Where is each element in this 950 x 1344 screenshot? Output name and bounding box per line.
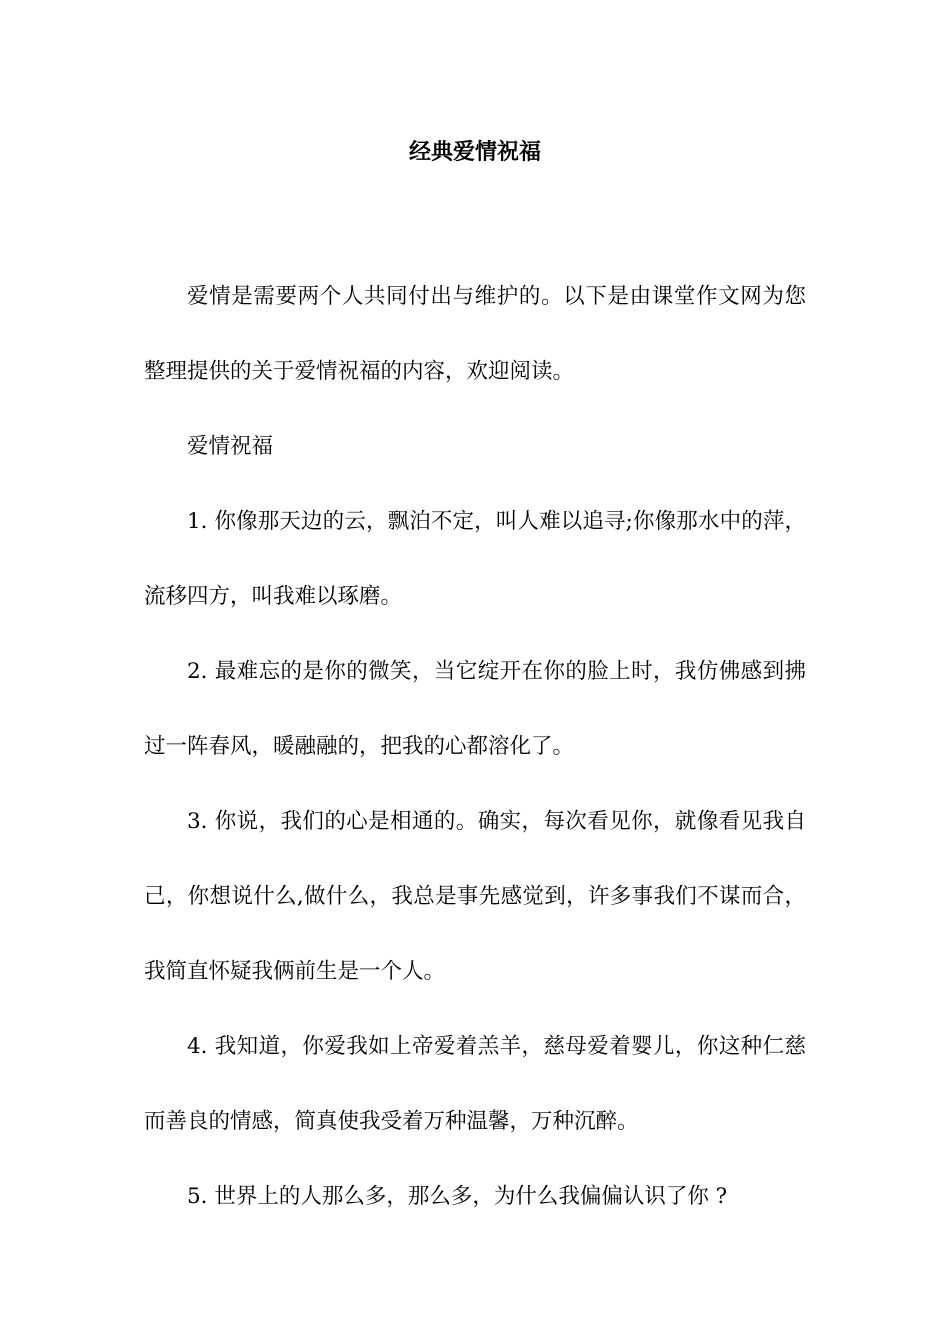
blessing-item-5: 5. 世界上的人那么多，那么多，为什么我偏偏认识了你 ? [187,1184,728,1209]
document-title: 经典爱情祝福 [408,140,541,165]
section-heading: 爱情祝福 [187,434,274,459]
blessing-item-4: 4. 我知道，你爱我如上帝爱着羔羊，慈母爱着婴儿，你这种仁慈而善良的情感，简真使我受着万种温馨，万种沉醉。 [144,1034,806,1134]
blessing-item-3: 3. 你说，我们的心是相通的。确实，每次看见你，就像看见我自己，你想说什么,做什么，我总是事先感觉到，许多事我们不谋而合，我简直怀疑我俩前生是一个人。 [144,809,806,984]
blessing-item-2: 2. 最难忘的是你的微笑，当它绽开在你的脸上时，我仿佛感到拂过一阵春风，暖融融的，把我的心都溶化了。 [144,659,806,759]
intro-paragraph: 爱情是需要两个人共同付出与维护的。以下是由课堂作文网为您整理提供的关于爱情祝福的内容，欢迎阅读。 [144,284,806,384]
document-body [144,259,806,1234]
blessing-item-1: 1. 你像那天边的云，飘泊不定，叫人难以追寻;你像那水中的萍，流移四方，叫我难以琢磨。 [144,509,806,609]
